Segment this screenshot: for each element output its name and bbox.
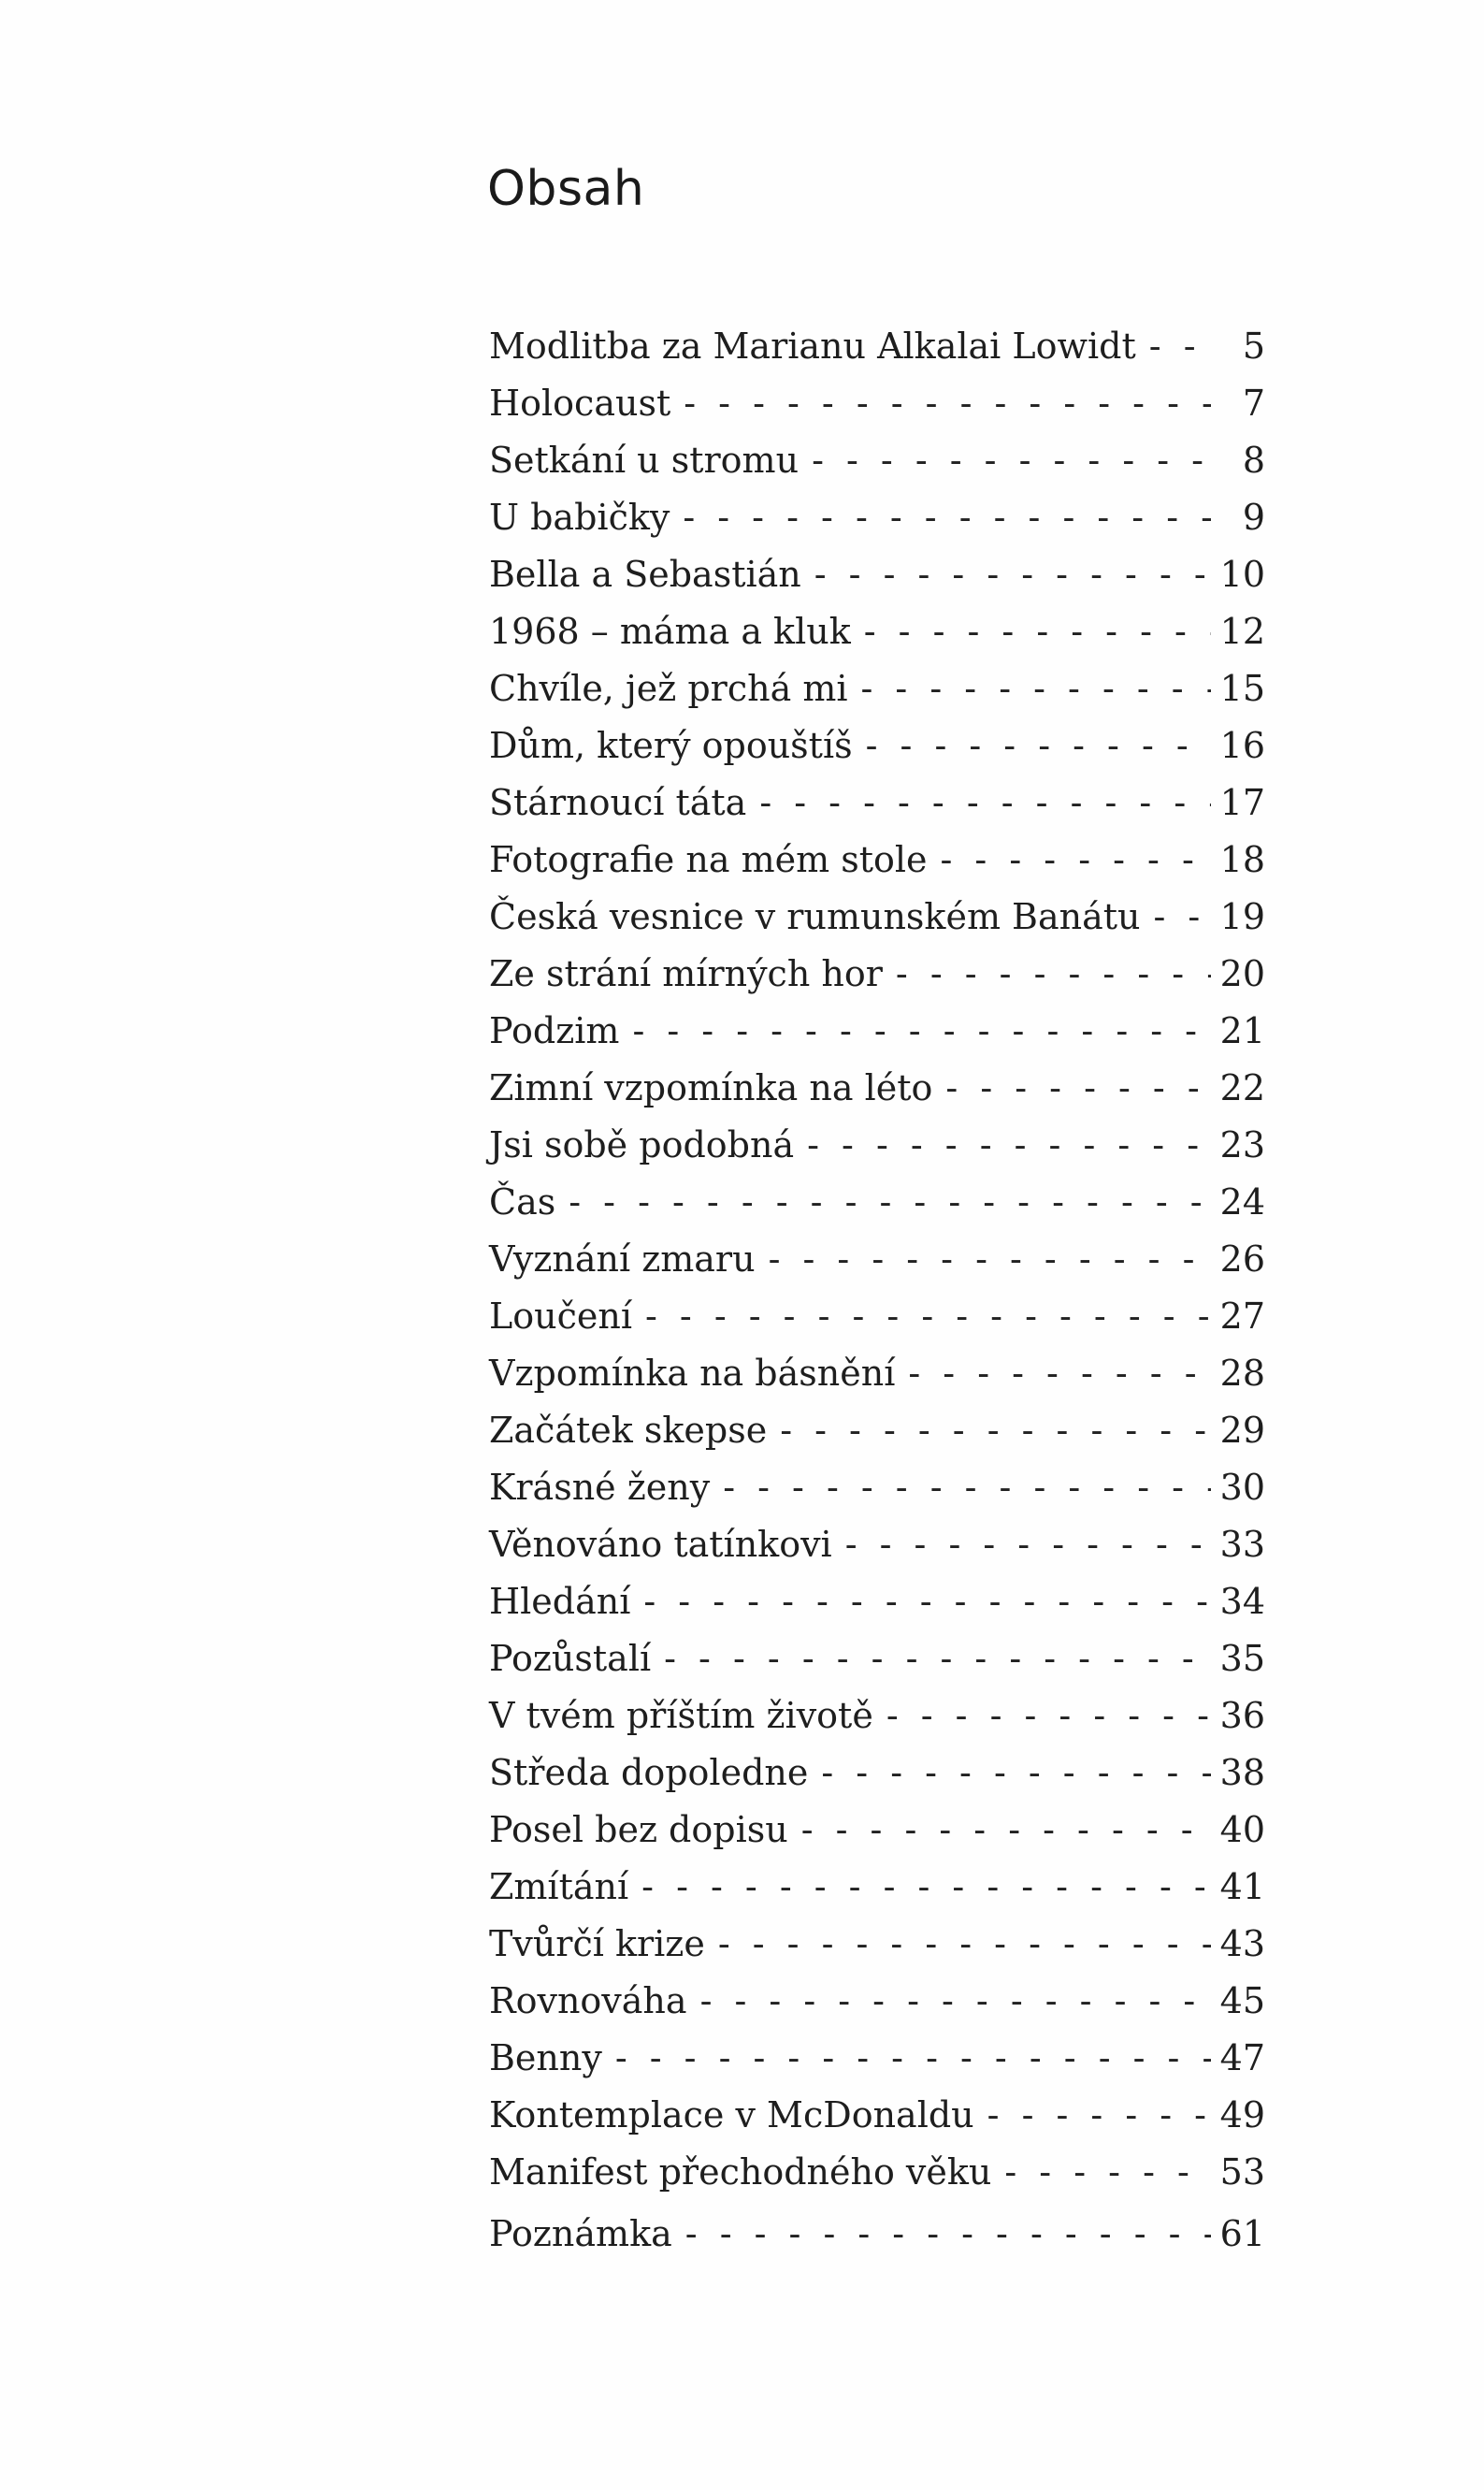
toc-entry [489,1916,1265,1973]
toc-entry-page: 61 [1219,2213,1265,2254]
dot-leader [780,1402,1211,1459]
toc-entry-page: 49 [1219,2094,1265,2135]
toc-entry [489,1288,1265,1345]
dot-leader [807,1117,1211,1174]
table-of-contents-note [489,2206,1265,2263]
toc-entry-title: Dům, který opouštíš [489,725,853,766]
toc-entry-title: Loučení [489,1296,632,1337]
toc-entry-title: Holocaust [489,383,671,424]
dot-leader [941,832,1211,889]
toc-entry [489,489,1265,546]
toc-entry-title: Začátek skepse [489,1410,768,1451]
toc-entry-page: 40 [1219,1809,1265,1850]
toc-entry [489,1630,1265,1687]
toc-entry-title: Tvůrčí krize [489,1923,705,1964]
dot-leader [896,946,1211,1003]
toc-entry-title: Rovnováha [489,1980,687,2021]
toc-entry [489,1516,1265,1573]
toc-entry-page: 9 [1242,497,1265,538]
toc-entry [489,889,1265,946]
dot-leader [821,1744,1211,1802]
toc-entry [489,1859,1265,1916]
dot-leader [684,375,1211,432]
toc-entry-title: Vyznání zmaru [489,1238,756,1280]
toc-entry-page: 10 [1219,554,1265,595]
toc-entry-title: V tvém příštím životě [489,1695,873,1736]
toc-entry-page: 24 [1219,1181,1265,1223]
toc-entry-page: 41 [1219,1866,1265,1907]
dot-leader [1004,2144,1211,2201]
toc-entry [489,1345,1265,1402]
toc-entry-page: 35 [1219,1638,1265,1679]
toc-entry [489,1459,1265,1516]
toc-entry-title: Ze strání mírných hor [489,953,883,994]
toc-entry-page: 8 [1242,440,1265,481]
toc-entry [489,318,1265,375]
toc-entry-page: 21 [1219,1010,1265,1051]
toc-entry-title: Chvíle, jež prchá mi [489,668,848,709]
toc-entry-title: Poznámka [489,2213,672,2254]
toc-entry-page: 7 [1242,383,1265,424]
toc-entry [489,375,1265,432]
dot-leader [861,660,1211,717]
toc-entry-title: Hledání [489,1581,631,1622]
toc-entry [489,603,1265,660]
toc-entry [489,946,1265,1003]
toc-entry-page: 45 [1219,1980,1265,2021]
toc-entry [489,1231,1265,1288]
toc-entry-title: Zimní vzpomínka na léto [489,1067,933,1108]
dot-leader [685,2206,1211,2263]
toc-entry-page: 47 [1219,2037,1265,2078]
toc-entry [489,1003,1265,1060]
dot-leader [987,2087,1211,2144]
dot-leader [632,1003,1211,1060]
toc-entry-page: 34 [1219,1581,1265,1622]
toc-entry [489,775,1265,832]
dot-leader [759,775,1211,832]
toc-entry-title: Zmítání [489,1866,629,1907]
dot-leader [1149,318,1211,375]
dot-leader [801,1802,1211,1859]
toc-entry [489,1402,1265,1459]
dot-leader [718,1916,1211,1973]
toc-entry-page: 19 [1219,896,1265,937]
dot-leader [866,717,1211,775]
toc-entry-page: 27 [1219,1296,1265,1337]
toc-entry-title: Vzpomínka na básnění [489,1353,896,1394]
toc-entry [489,2144,1265,2201]
toc-entry-page: 53 [1219,2151,1265,2193]
toc-entry-title: Modlitba za Marianu Alkalai Lowidt [489,326,1136,367]
toc-entry-page: 20 [1219,953,1265,994]
dot-leader [769,1231,1211,1288]
toc-entry-title: Věnováno tatínkovi [489,1524,832,1565]
toc-entry-title: Pozůstalí [489,1638,652,1679]
toc-entry [489,660,1265,717]
toc-entry [489,717,1265,775]
toc-entry-title: Kontemplace v McDonaldu [489,2094,974,2135]
toc-entry-page: 26 [1219,1238,1265,1280]
toc-entry-title: Posel bez dopisu [489,1809,788,1850]
page-title: Obsah [487,161,645,217]
toc-entry [489,1973,1265,2030]
toc-entry-page: 23 [1219,1124,1265,1165]
toc-entry-title: 1968 – máma a kluk [489,611,851,652]
toc-entry [489,2087,1265,2144]
toc-entry-title: Manifest přechodného věku [489,2151,992,2193]
dot-leader [700,1973,1211,2030]
toc-entry-title: Krásné ženy [489,1467,711,1508]
dot-leader [569,1174,1211,1231]
toc-entry [489,432,1265,489]
dot-leader [814,546,1211,603]
toc-entry [489,546,1265,603]
toc-entry-title: Jsi sobě podobná [489,1124,795,1165]
toc-entry [489,1117,1265,1174]
dot-leader [643,1573,1211,1630]
toc-entry-title: Čas [489,1181,556,1223]
dot-leader [645,1288,1211,1345]
dot-leader [641,1859,1211,1916]
toc-entry [489,1573,1265,1630]
toc-entry-title: Setkání u stromu [489,440,800,481]
table-of-contents [489,318,1265,2201]
toc-entry-page: 29 [1219,1410,1265,1451]
toc-entry-title: Středa dopoledne [489,1752,809,1793]
dot-leader [845,1516,1211,1573]
toc-entry-title: Stárnoucí táta [489,782,747,823]
toc-entry-page: 17 [1219,782,1265,823]
toc-entry-title: Podzim [489,1010,620,1051]
toc-entry-title: Bella a Sebastián [489,554,801,595]
dot-leader [886,1687,1211,1744]
toc-entry-title: Benny [489,2037,602,2078]
dot-leader [908,1345,1211,1402]
toc-entry-title: Česká vesnice v rumunském Banátu [489,896,1141,937]
toc-entry-page: 22 [1219,1067,1265,1108]
dot-leader [1154,889,1211,946]
dot-leader [723,1459,1211,1516]
dot-leader [945,1060,1211,1117]
toc-entry-page: 38 [1219,1752,1265,1793]
toc-entry-page: 30 [1219,1467,1265,1508]
toc-entry-page: 5 [1242,326,1265,367]
toc-entry-title: U babičky [489,497,670,538]
toc-entry-title: Fotografie na mém stole [489,839,928,880]
toc-entry [489,1687,1265,1744]
toc-entry-page: 28 [1219,1353,1265,1394]
dot-leader [615,2030,1211,2087]
dot-leader [864,603,1211,660]
toc-entry [489,1744,1265,1802]
toc-entry-page: 43 [1219,1923,1265,1964]
toc-entry [489,1802,1265,1859]
dot-leader [812,432,1211,489]
toc-entry [489,832,1265,889]
toc-entry-page: 15 [1219,668,1265,709]
toc-entry-page: 18 [1219,839,1265,880]
toc-entry-page: 16 [1219,725,1265,766]
toc-entry-note [489,2206,1265,2263]
toc-entry [489,1060,1265,1117]
toc-entry-page: 36 [1219,1695,1265,1736]
toc-entry-page: 12 [1219,611,1265,652]
toc-entry-page: 33 [1219,1524,1265,1565]
dot-leader [664,1630,1211,1687]
dot-leader [683,489,1211,546]
toc-entry [489,1174,1265,1231]
toc-entry [489,2030,1265,2087]
